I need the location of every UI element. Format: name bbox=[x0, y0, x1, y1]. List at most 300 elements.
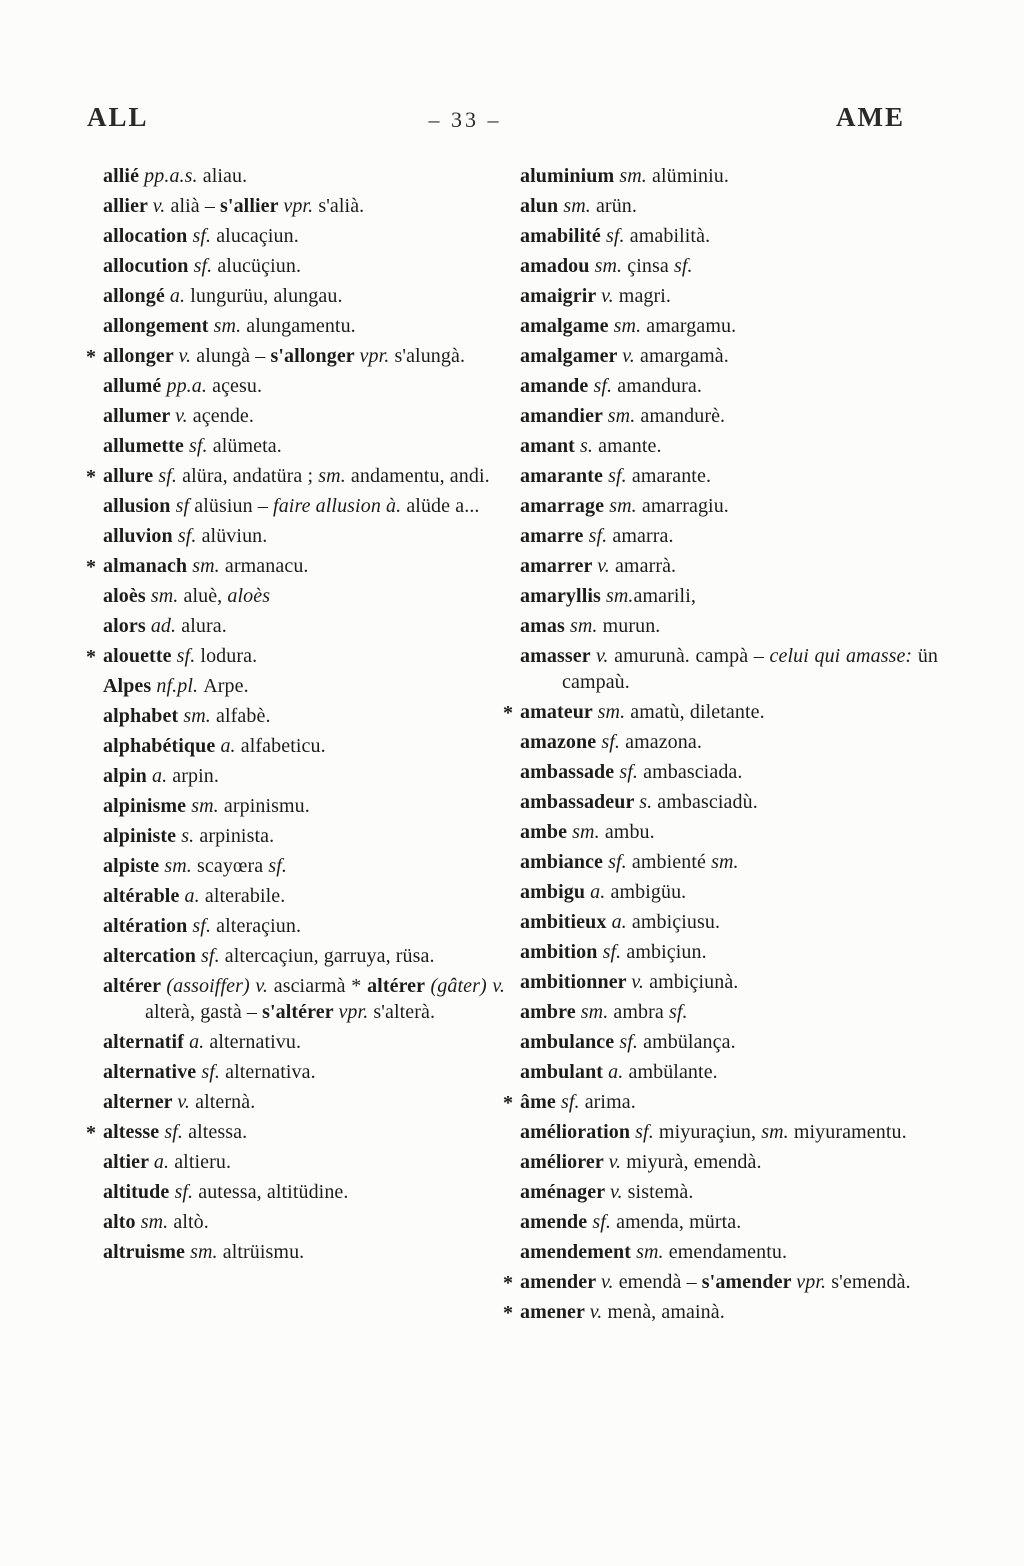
translation-text: lungurüu, alungau. bbox=[190, 285, 343, 307]
translation-text: s'alterà. bbox=[373, 1001, 436, 1023]
translation-text: lodura. bbox=[200, 645, 258, 667]
dictionary-entry bbox=[86, 1119, 505, 1145]
headword: amendement bbox=[520, 1241, 637, 1263]
dictionary-entry bbox=[103, 223, 505, 249]
headword: allier bbox=[103, 195, 153, 217]
entry-star-marker: * bbox=[86, 466, 97, 488]
headword: ambigu bbox=[520, 881, 591, 903]
part-of-speech: s. bbox=[580, 435, 599, 457]
translation-text: emendà – bbox=[618, 1271, 702, 1293]
translation-text: altessa. bbox=[188, 1121, 248, 1143]
translation-text: altieru. bbox=[174, 1151, 232, 1173]
headword: amabilité bbox=[520, 225, 606, 247]
headword: amalgame bbox=[520, 315, 614, 337]
part-of-speech: sf. bbox=[619, 761, 644, 783]
translation-text: amabilità. bbox=[629, 225, 711, 247]
headword: amélioration bbox=[520, 1121, 636, 1143]
translation-text: amarante. bbox=[631, 465, 712, 487]
headword: alun bbox=[520, 195, 564, 217]
headword: allongé bbox=[103, 285, 170, 307]
translation-text: ambiçiunà. bbox=[649, 971, 739, 993]
translation-text: amurunà. campà – bbox=[614, 645, 770, 667]
headword: ambassade bbox=[520, 761, 620, 783]
dictionary-entry bbox=[520, 223, 938, 249]
dictionary-entry bbox=[520, 553, 938, 579]
part-of-speech: sf. bbox=[602, 941, 627, 963]
dictionary-entry bbox=[520, 283, 938, 309]
translation-text: alteraçiun. bbox=[216, 915, 302, 937]
part-of-speech: sm. bbox=[572, 821, 605, 843]
part-of-speech: sf. bbox=[560, 1091, 585, 1113]
translation-text: magri. bbox=[618, 285, 672, 307]
translation-text: miyurà, emendà. bbox=[626, 1151, 762, 1173]
translation-text: alura. bbox=[181, 615, 227, 637]
dictionary-entry bbox=[103, 403, 505, 429]
headword: altérer bbox=[367, 975, 431, 997]
translation-text: sistemà. bbox=[627, 1181, 694, 1203]
part-of-speech: sf. bbox=[174, 1181, 199, 1203]
part-of-speech: sf bbox=[175, 495, 195, 517]
translation-text: amarrà. bbox=[614, 555, 677, 577]
part-of-speech: sf. bbox=[176, 645, 201, 667]
part-of-speech: v. bbox=[175, 405, 193, 427]
dictionary-entry bbox=[103, 1149, 505, 1175]
headword: alphabétique bbox=[103, 735, 221, 757]
part-of-speech: sf. bbox=[601, 731, 626, 753]
dictionary-entry bbox=[503, 1089, 938, 1115]
dictionary-entry bbox=[520, 343, 938, 369]
part-of-speech: v. bbox=[622, 345, 640, 367]
part-of-speech: sm. bbox=[164, 855, 197, 877]
translation-text: arima. bbox=[584, 1091, 636, 1113]
headword: ambitieux bbox=[520, 911, 612, 933]
dictionary-entry bbox=[103, 763, 505, 789]
headword: amarante bbox=[520, 465, 609, 487]
headword: allié bbox=[103, 165, 145, 187]
headword: altérer bbox=[103, 975, 167, 997]
dictionary-entry bbox=[520, 999, 938, 1025]
dictionary-entry bbox=[103, 973, 505, 1025]
dictionary-entry bbox=[520, 613, 938, 639]
dictionary-entry bbox=[103, 433, 505, 459]
translation-text: amarra. bbox=[612, 525, 674, 547]
part-of-speech: sf. bbox=[592, 1211, 617, 1233]
part-of-speech: celui qui amasse: bbox=[769, 645, 918, 667]
translation-text: menà, amainà. bbox=[607, 1301, 725, 1323]
part-of-speech: aloès bbox=[227, 585, 271, 607]
headword: amender bbox=[520, 1271, 601, 1293]
translation-text: amante. bbox=[598, 435, 662, 457]
part-of-speech: pp.a. bbox=[166, 375, 213, 397]
dictionary-entry bbox=[103, 1209, 505, 1235]
part-of-speech: (gâter) bbox=[430, 975, 493, 997]
translation-text: murun. bbox=[602, 615, 661, 637]
dictionary-entry bbox=[103, 583, 505, 609]
headword: s'altérer bbox=[262, 1001, 339, 1023]
translation-text: ambasciada. bbox=[643, 761, 743, 783]
headword: alpinisme bbox=[103, 795, 192, 817]
part-of-speech: v. bbox=[609, 1181, 628, 1203]
translation-text: scayœra bbox=[197, 855, 269, 877]
translation-text: aliau. bbox=[202, 165, 248, 187]
dictionary-entry bbox=[503, 699, 938, 725]
dictionary-entry bbox=[520, 759, 938, 785]
dictionary-entry bbox=[103, 733, 505, 759]
part-of-speech: sm. bbox=[183, 705, 217, 727]
translation-text: amargamu. bbox=[646, 315, 737, 337]
headword: ambition bbox=[520, 941, 603, 963]
dictionary-entry bbox=[520, 909, 938, 935]
dictionary-entry bbox=[103, 523, 505, 549]
headword: allure bbox=[103, 465, 159, 487]
headword: allumer bbox=[103, 405, 176, 427]
part-of-speech: vpr. bbox=[338, 1001, 374, 1023]
translation-text: arün. bbox=[595, 195, 637, 217]
part-of-speech: sf. bbox=[193, 255, 218, 277]
translation-text: arpinista. bbox=[199, 825, 275, 847]
part-of-speech: vpr. bbox=[283, 195, 319, 217]
dictionary-entry bbox=[520, 463, 938, 489]
translation-text: alüminiu. bbox=[652, 165, 730, 187]
translation-text: ambiçiusu. bbox=[631, 911, 721, 933]
part-of-speech: sf. bbox=[188, 435, 213, 457]
translation-text: armanacu. bbox=[224, 555, 309, 577]
part-of-speech: sm. bbox=[190, 1241, 223, 1263]
part-of-speech: a. bbox=[151, 765, 173, 787]
part-of-speech: sf. bbox=[192, 915, 217, 937]
entry-star-marker: * bbox=[503, 1272, 514, 1294]
part-of-speech: v. bbox=[597, 555, 615, 577]
part-of-speech: v. bbox=[255, 975, 274, 997]
translation-text: asciarmà * bbox=[273, 975, 368, 997]
translation-text: alungà – bbox=[196, 345, 271, 367]
dictionary-entry bbox=[520, 373, 938, 399]
part-of-speech: sm. bbox=[192, 555, 225, 577]
dictionary-entry bbox=[103, 673, 505, 699]
headword: alouette bbox=[103, 645, 177, 667]
headword: alpiste bbox=[103, 855, 165, 877]
part-of-speech: faire allusion à. bbox=[273, 495, 407, 517]
translation-text: aluè, bbox=[183, 585, 228, 607]
translation-text: alüra, andatüra ; bbox=[182, 465, 319, 487]
headword: altier bbox=[103, 1151, 154, 1173]
headword: ambe bbox=[520, 821, 573, 843]
dictionary-entry bbox=[103, 1239, 505, 1265]
translation-text: s'alià. bbox=[318, 195, 365, 217]
headword: aménager bbox=[520, 1181, 610, 1203]
headword: aloès bbox=[103, 585, 151, 607]
dictionary-entry bbox=[103, 253, 505, 279]
dictionary-entry bbox=[520, 1119, 938, 1145]
dictionary-entry bbox=[520, 1209, 938, 1235]
translation-text: amenda, mürta. bbox=[616, 1211, 742, 1233]
translation-text: alià – bbox=[170, 195, 221, 217]
translation-text: miyuraçiun, bbox=[658, 1121, 762, 1143]
dictionary-entry bbox=[520, 253, 938, 279]
translation-text: amargamà. bbox=[639, 345, 729, 367]
translation-text: ambu. bbox=[604, 821, 655, 843]
part-of-speech: sm. bbox=[580, 1001, 614, 1023]
part-of-speech: sf. bbox=[201, 1061, 226, 1083]
part-of-speech: sm. bbox=[140, 1211, 174, 1233]
part-of-speech: s. bbox=[181, 825, 200, 847]
headword: ambre bbox=[520, 1001, 581, 1023]
headword: amandier bbox=[520, 405, 608, 427]
part-of-speech: sm. bbox=[191, 795, 224, 817]
part-of-speech: vpr. bbox=[796, 1271, 832, 1293]
part-of-speech: v. bbox=[178, 345, 197, 367]
headword: amarre bbox=[520, 525, 589, 547]
translation-text: amatù, diletante. bbox=[630, 701, 765, 723]
entry-star-marker: * bbox=[503, 1302, 514, 1324]
headword: alternatif bbox=[103, 1031, 190, 1053]
headword: amazone bbox=[520, 731, 602, 753]
translation-text: alterabile. bbox=[204, 885, 286, 907]
dictionary-entry bbox=[103, 493, 505, 519]
headword: ambassadeur bbox=[520, 791, 640, 813]
entry-star-marker: * bbox=[503, 1092, 514, 1114]
translation-text: amarili, bbox=[633, 585, 696, 607]
headword: ambitionner bbox=[520, 971, 632, 993]
dictionary-entry bbox=[103, 163, 505, 189]
headword: amas bbox=[520, 615, 570, 637]
part-of-speech: sm. bbox=[318, 465, 351, 487]
headword: améliorer bbox=[520, 1151, 609, 1173]
part-of-speech: sm. bbox=[213, 315, 247, 337]
part-of-speech: a. bbox=[184, 885, 205, 907]
dictionary-entry bbox=[86, 643, 505, 669]
dictionary-entry bbox=[503, 1269, 938, 1295]
translation-text: ün campaù. bbox=[562, 645, 939, 693]
dictionary-entry bbox=[520, 1059, 938, 1085]
header-left-guide-word: ALL bbox=[87, 102, 149, 132]
left-column bbox=[86, 163, 506, 1269]
headword: altération bbox=[103, 915, 193, 937]
part-of-speech: sf. bbox=[619, 1031, 644, 1053]
headword: altruisme bbox=[103, 1241, 191, 1263]
translation-text: alüviun. bbox=[201, 525, 268, 547]
headword: amarrer bbox=[520, 555, 598, 577]
dictionary-entry bbox=[86, 553, 505, 579]
headword: allumé bbox=[103, 375, 167, 397]
headword: amalgamer bbox=[520, 345, 623, 367]
part-of-speech: s. bbox=[639, 791, 658, 813]
part-of-speech: sm. bbox=[569, 615, 603, 637]
translation-text: alfabè. bbox=[216, 705, 271, 727]
translation-text: altercaçiun, garruya, rüsa. bbox=[224, 945, 435, 967]
part-of-speech: v. bbox=[589, 1301, 608, 1323]
headword: amener bbox=[520, 1301, 590, 1323]
headword: allumette bbox=[103, 435, 189, 457]
headword: almanach bbox=[103, 555, 193, 577]
entry-star-marker: * bbox=[503, 702, 514, 724]
dictionary-entry bbox=[103, 793, 505, 819]
part-of-speech: sf. bbox=[588, 525, 613, 547]
dictionary-entry bbox=[520, 789, 938, 815]
dictionary-entry bbox=[520, 193, 938, 219]
dictionary-entry bbox=[103, 1029, 505, 1055]
entry-star-marker: * bbox=[86, 646, 97, 668]
part-of-speech: sm. bbox=[597, 701, 631, 723]
headword: s'allonger bbox=[270, 345, 360, 367]
translation-text: ambra bbox=[613, 1001, 669, 1023]
translation-text: alüde a... bbox=[406, 495, 480, 517]
headword: âme bbox=[520, 1091, 561, 1113]
entry-star-marker: * bbox=[86, 346, 97, 368]
translation-text: amandura. bbox=[617, 375, 702, 397]
part-of-speech: sf. bbox=[158, 465, 183, 487]
headword: amende bbox=[520, 1211, 593, 1233]
part-of-speech: sm. bbox=[609, 495, 642, 517]
translation-text: amazona. bbox=[625, 731, 702, 753]
translation-text: çinsa bbox=[627, 255, 674, 277]
dictionary-entry bbox=[520, 1149, 938, 1175]
part-of-speech: sm. bbox=[619, 165, 652, 187]
headword: Alpes bbox=[103, 675, 157, 697]
headword: alors bbox=[103, 615, 151, 637]
headword: alluvion bbox=[103, 525, 178, 547]
headword: s'amender bbox=[701, 1271, 797, 1293]
headword: ambiance bbox=[520, 851, 609, 873]
dictionary-entry bbox=[520, 163, 938, 189]
part-of-speech: sf. bbox=[201, 945, 225, 967]
headword: alterner bbox=[103, 1091, 178, 1113]
translation-text: andamentu, andi. bbox=[350, 465, 490, 487]
part-of-speech: v. bbox=[492, 975, 506, 997]
headword: altercation bbox=[103, 945, 202, 967]
page-number: – 33 – bbox=[428, 107, 502, 132]
dictionary-entry bbox=[520, 1179, 938, 1205]
dictionary-entry bbox=[520, 643, 938, 695]
dictionary-entry bbox=[520, 849, 938, 875]
translation-text: alümeta. bbox=[212, 435, 282, 457]
translation-text: ambiçiun. bbox=[626, 941, 707, 963]
part-of-speech: sm. bbox=[594, 255, 628, 277]
translation-text: arpin. bbox=[172, 765, 219, 787]
part-of-speech: sm. bbox=[636, 1241, 669, 1263]
headword: altesse bbox=[103, 1121, 165, 1143]
headword: amasser bbox=[520, 645, 596, 667]
part-of-speech: a. bbox=[608, 1061, 629, 1083]
part-of-speech: a. bbox=[189, 1031, 210, 1053]
part-of-speech: sf. bbox=[606, 225, 630, 247]
headword: aluminium bbox=[520, 165, 620, 187]
dictionary-entry bbox=[103, 613, 505, 639]
part-of-speech: sf. bbox=[593, 375, 618, 397]
part-of-speech: vpr. bbox=[359, 345, 395, 367]
part-of-speech: v. bbox=[608, 1151, 627, 1173]
dictionary-entry bbox=[520, 523, 938, 549]
part-of-speech: sm. bbox=[761, 1121, 794, 1143]
headword: altérable bbox=[103, 885, 185, 907]
dictionary-entry bbox=[103, 913, 505, 939]
dictionary-entry bbox=[520, 403, 938, 429]
dictionary-entry bbox=[520, 583, 938, 609]
dictionary-entry bbox=[103, 853, 505, 879]
dictionary-entry bbox=[520, 819, 938, 845]
dictionary-entry bbox=[520, 433, 938, 459]
part-of-speech: nf.pl. bbox=[156, 675, 204, 697]
entry-star-marker: * bbox=[86, 1122, 97, 1144]
entry-star-marker: * bbox=[86, 556, 97, 578]
dictionary-entry bbox=[520, 493, 938, 519]
dictionary-entry bbox=[103, 1089, 505, 1115]
dictionary-entry bbox=[520, 939, 938, 965]
dictionary-entry bbox=[520, 969, 938, 995]
part-of-speech: sf. bbox=[177, 525, 202, 547]
translation-text: arpinismu. bbox=[223, 795, 310, 817]
part-of-speech: v. bbox=[595, 645, 615, 667]
dictionary-entry bbox=[503, 1299, 938, 1325]
headword: allocation bbox=[103, 225, 193, 247]
dictionary-entry bbox=[103, 943, 505, 969]
part-of-speech: a. bbox=[590, 881, 611, 903]
part-of-speech: sf. bbox=[635, 1121, 659, 1143]
part-of-speech: (assoiffer) bbox=[166, 975, 256, 997]
headword: ambulant bbox=[520, 1061, 609, 1083]
dictionary-entry bbox=[103, 283, 505, 309]
part-of-speech: sm. bbox=[711, 851, 739, 873]
translation-text: alungamentu. bbox=[246, 315, 356, 337]
part-of-speech: v. bbox=[152, 195, 171, 217]
header-right-guide-word: AME bbox=[836, 102, 905, 132]
translation-text: alucaçiun. bbox=[216, 225, 299, 247]
part-of-speech: sf. bbox=[669, 1001, 688, 1023]
headword: alpiniste bbox=[103, 825, 182, 847]
translation-text: emendamentu. bbox=[668, 1241, 788, 1263]
headword: alto bbox=[103, 1211, 141, 1233]
translation-text: alterà, gastà – bbox=[145, 1001, 263, 1023]
part-of-speech: sm. bbox=[563, 195, 596, 217]
part-of-speech: sf. bbox=[673, 255, 693, 277]
part-of-speech: a. bbox=[169, 285, 191, 307]
dictionary-entry bbox=[520, 1239, 938, 1265]
translation-text: ambülante. bbox=[628, 1061, 718, 1083]
headword: amadou bbox=[520, 255, 595, 277]
translation-text: alternativu. bbox=[209, 1031, 302, 1053]
translation-text: altò. bbox=[173, 1211, 209, 1233]
part-of-speech: sf. bbox=[268, 855, 287, 877]
part-of-speech: sf. bbox=[164, 1121, 189, 1143]
translation-text: Arpe. bbox=[203, 675, 249, 697]
part-of-speech: sm. bbox=[613, 315, 647, 337]
headword: alphabet bbox=[103, 705, 184, 727]
part-of-speech: sm. bbox=[607, 405, 641, 427]
part-of-speech: a. bbox=[611, 911, 632, 933]
headword: allusion bbox=[103, 495, 176, 517]
headword: amaigrir bbox=[520, 285, 602, 307]
dictionary-entry bbox=[103, 313, 505, 339]
translation-text: alfabeticu. bbox=[240, 735, 326, 757]
dictionary-entry bbox=[103, 1179, 505, 1205]
right-column bbox=[503, 163, 939, 1329]
translation-text: açesu. bbox=[212, 375, 263, 397]
translation-text: ambigüu. bbox=[610, 881, 687, 903]
dictionary-entry bbox=[86, 463, 505, 489]
translation-text: açende. bbox=[192, 405, 255, 427]
part-of-speech: sf. bbox=[608, 465, 632, 487]
dictionary-entry bbox=[103, 193, 505, 219]
headword: allonger bbox=[103, 345, 179, 367]
translation-text: ambülança. bbox=[643, 1031, 736, 1053]
part-of-speech: ad. bbox=[150, 615, 182, 637]
translation-text: ambienté bbox=[631, 851, 712, 873]
part-of-speech: sf. bbox=[192, 225, 217, 247]
part-of-speech: sm. bbox=[150, 585, 184, 607]
translation-text: amandurè. bbox=[640, 405, 726, 427]
headword: amarrage bbox=[520, 495, 610, 517]
headword: amateur bbox=[520, 701, 598, 723]
